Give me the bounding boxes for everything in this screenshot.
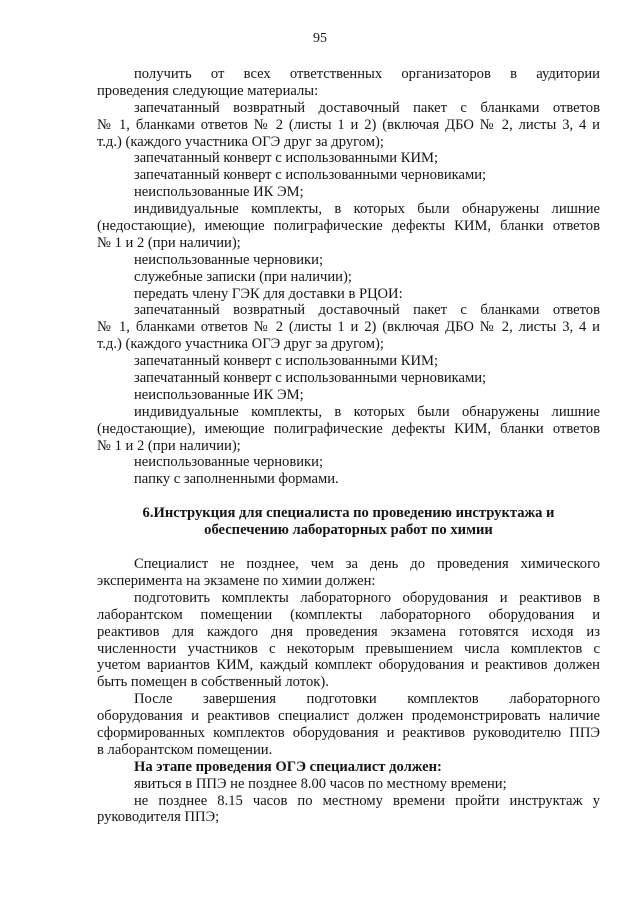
text-line: неиспользованные черновики;: [134, 454, 324, 471]
text-line: сформированных комплектов оборудования и реактивов руководителю ППЭ: [97, 724, 600, 741]
text-line: № 1, бланками ответов № 2 (листы 1 и 2) (включая ДБО № 2, листы 3, 4 и: [97, 116, 600, 133]
text-line: неиспользованные ИК ЭМ;: [134, 184, 304, 201]
text-line: запечатанный возвратный доставочный пакет с бланками ответов: [134, 302, 600, 319]
text-line: т.д.) (каждого участника ОГЭ друг за другом);: [97, 336, 384, 353]
text-line: запечатанный возвратный доставочный пакет с бланками ответов: [134, 99, 600, 116]
text-line: запечатанный конверт с использованными черновиками;: [134, 167, 487, 184]
text-line: руководителя ППЭ;: [97, 809, 220, 826]
section-heading: 6.Инструкция для специалиста по проведению инструктажа и: [142, 505, 555, 522]
text-line: запечатанный конверт с использованными КИМ;: [134, 150, 439, 167]
text-body: [97, 66, 600, 826]
text-line: лаборантском помещении (комплекты лабораторного оборудования и: [97, 606, 600, 623]
text-line: реактивов для каждого дня проведения экзамена готовятся исходя из: [97, 623, 600, 640]
text-line: папку с заполненными формами.: [134, 471, 339, 488]
text-line: проведения следующие материалы:: [97, 82, 319, 99]
text-line: запечатанный конверт с использованными черновиками;: [134, 370, 487, 387]
text-line: (недостающие), имеющие полиграфические дефекты КИМ, бланки ответов: [97, 420, 600, 437]
section-heading: обеспечению лабораторных работ по химии: [204, 522, 493, 539]
text-line: Специалист не позднее, чем за день до проведения химического: [134, 556, 600, 573]
text-line: (недостающие), имеющие полиграфические дефекты КИМ, бланки ответов: [97, 218, 600, 235]
text-line: явиться в ППЭ не позднее 8.00 часов по местному времени;: [134, 775, 507, 792]
text-line: № 1 и 2 (при наличии);: [97, 234, 241, 251]
text-line: эксперимента на экзамене по химии должен:: [97, 572, 376, 589]
text-line: численности участников с некоторым превышением числа комплектов с: [97, 640, 600, 657]
text-line: передать члену ГЭК для доставки в РЦОИ:: [134, 285, 403, 302]
text-line: быть помещен в собственный лоток).: [97, 674, 329, 691]
text-line: не позднее 8.15 часов по местному времени пройти инструктаж у: [134, 792, 600, 809]
text-line: получить от всех ответственных организаторов в аудитории: [134, 66, 600, 82]
text-line: служебные записки (при наличии);: [134, 268, 352, 285]
text-line: индивидуальные комплекты, в которых были обнаружены лишние: [134, 403, 600, 420]
text-line: После завершения подготовки комплектов лабораторного: [134, 691, 600, 708]
text-line: т.д.) (каждого участника ОГЭ друг за другом);: [97, 133, 384, 150]
text-line: неиспользованные черновики;: [134, 251, 324, 268]
text-line: № 1 и 2 (при наличии);: [97, 437, 241, 454]
text-line: неиспользованные ИК ЭМ;: [134, 386, 304, 403]
text-line: учетом вариантов КИМ, каждый комплект оборудования и реактивов должен: [97, 657, 600, 674]
text-line: оборудования и реактивов специалист должен продемонстрировать наличие: [97, 708, 600, 725]
text-line: в лаборантском помещении.: [97, 741, 273, 758]
text-line: запечатанный конверт с использованными КИМ;: [134, 353, 439, 370]
subheading: На этапе проведения ОГЭ специалист должен:: [134, 758, 442, 775]
text-line: подготовить комплекты лабораторного оборудования и реактивов в: [134, 589, 600, 606]
page-number: 95: [313, 31, 327, 46]
text-line: № 1, бланками ответов № 2 (листы 1 и 2) (включая ДБО № 2, листы 3, 4 и: [97, 319, 600, 336]
text-line: индивидуальные комплекты, в которых были обнаружены лишние: [134, 201, 600, 218]
